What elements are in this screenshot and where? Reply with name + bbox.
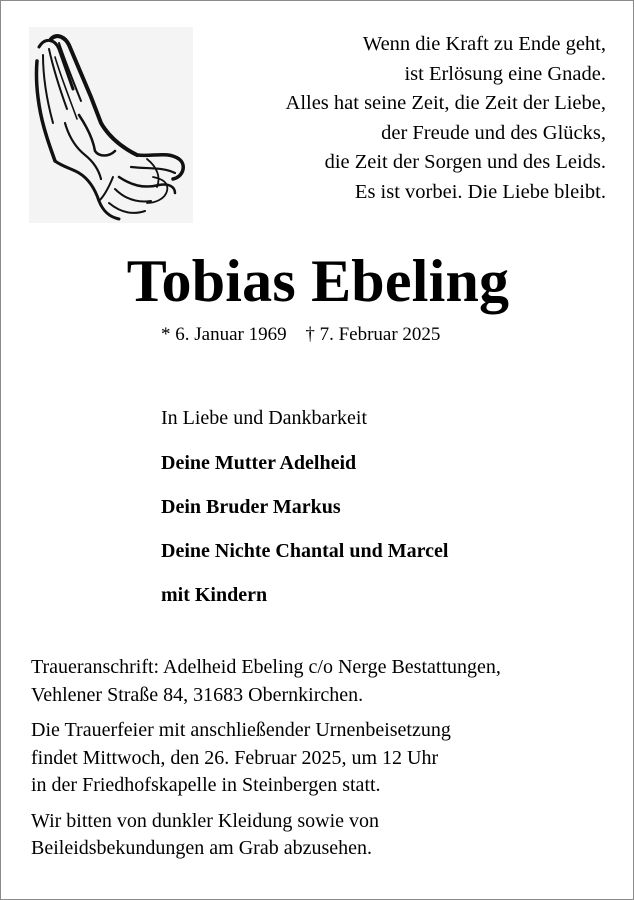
death-date: † 7. Februar 2025 — [305, 324, 441, 345]
request-line: Beileidsbekundungen am Grab abzusehen. — [31, 837, 373, 859]
deceased-name: Tobias Ebeling — [126, 248, 510, 314]
poem-line: Wenn die Kraft zu Ende geht, — [362, 33, 606, 55]
mourner-name: Dein Bruder Markus — [161, 496, 341, 518]
funeral-info — [31, 654, 611, 871]
mourner-name: Deine Mutter Adelheid — [161, 452, 357, 474]
ceremony-line: in der Friedhofskapelle in Steinbergen statt. — [31, 774, 381, 796]
request-line: Wir bitten von dunkler Kleidung sowie von — [31, 809, 380, 832]
address-line: Vehlener Straße 84, 31683 Obernkirchen. — [31, 683, 364, 706]
ceremony-line: findet Mittwoch, den 26. Februar 2025, um 12 Uhr — [31, 746, 439, 769]
mourners-list — [161, 405, 448, 626]
mourner-name: Deine Nichte Chantal und Marcel — [161, 540, 449, 562]
ceremony-details — [31, 717, 611, 800]
poem — [186, 30, 606, 207]
mourners-intro: In Liebe und Dankbarkeit — [161, 407, 368, 429]
poem-line: ist Erlösung eine Gnade. — [404, 62, 606, 85]
poem-line: Alles hat seine Zeit, die Zeit der Liebe, — [285, 92, 606, 114]
poem-line: Es ist vorbei. Die Liebe bleibt. — [354, 180, 606, 203]
poem-line: die Zeit der Sorgen und des Leids. — [324, 151, 606, 173]
condolence-request — [31, 808, 611, 863]
birth-date: * 6. Januar 1969 — [161, 324, 287, 345]
mourner-name: mit Kindern — [161, 584, 268, 606]
life-dates — [161, 323, 440, 347]
ceremony-line: Die Trauerfeier mit anschließender Urnenbeisetzung — [31, 719, 451, 741]
mourning-address — [31, 654, 611, 709]
address-line: Traueranschrift: Adelheid Ebeling c/o Nerge Bestattungen, — [31, 656, 501, 678]
poem-line: der Freude und des Glücks, — [381, 121, 606, 144]
praying-hands-icon — [29, 27, 193, 223]
